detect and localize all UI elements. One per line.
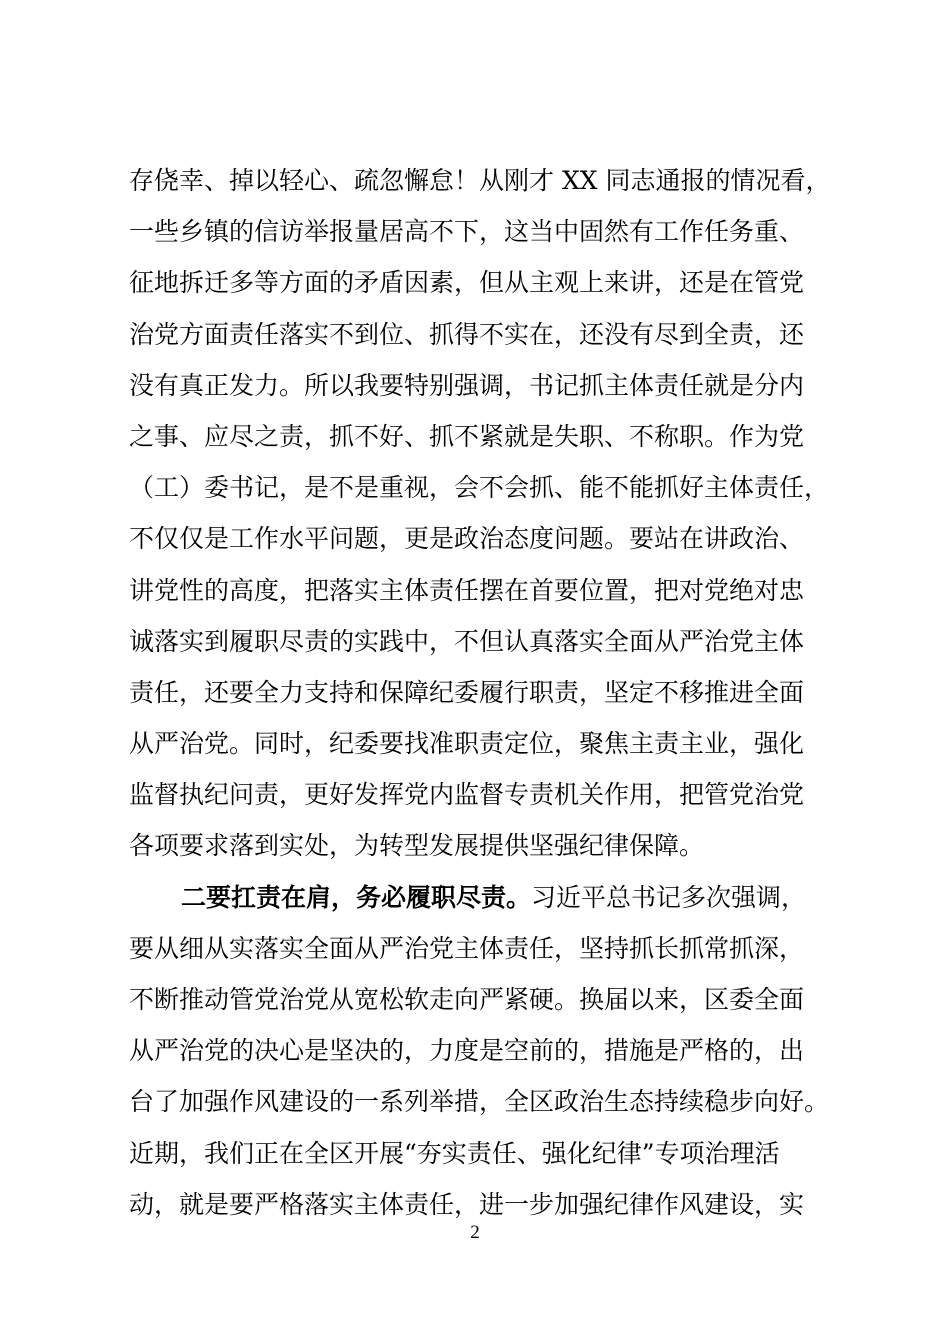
- text-line: 责任，还要全力支持和保障纪委履行职责，坚定不移推进全面: [129, 677, 805, 707]
- text-line: 不断推动管党治党从宽松软走向严紧硬。换届以来，区委全面: [129, 985, 805, 1014]
- text-line: 治党方面责任落实不到位、抓得不实在，还没有尽到全责，还: [129, 319, 805, 349]
- text-line: 一些乡镇的信访举报量居高不下，这当中固然有工作任务重、: [129, 217, 805, 247]
- text-line: 存侥幸、掉以轻心、疏忽懈怠！从刚才 XX 同志通报的情况看，: [129, 166, 831, 195]
- text-line: 从严治党的决心是坚决的，力度是空前的，措施是严格的，出: [129, 1036, 805, 1066]
- text-line: 征地拆迁多等方面的矛盾因素，但从主观上来讲，还是在管党: [129, 268, 805, 298]
- text-line: 之事、应尽之责，抓不好、抓不紧就是失职、不称职。作为党: [129, 421, 805, 451]
- text-line: （工）委书记，是不是重视，会不会抓、能不能抓好主体责任，: [129, 473, 830, 503]
- text-line: 近期，我们正在全区开展“夯实责任、强化纪律”专项治理活: [129, 1138, 780, 1168]
- section-heading: 二要扛责在肩，务必履职尽责。: [181, 882, 532, 912]
- text-line: 不仅仅是工作水平问题，更是政治态度问题。要站在讲政治、: [129, 524, 805, 554]
- document-body: [129, 155, 834, 1230]
- text-run: 习近平总书记多次强调，: [531, 882, 807, 912]
- text-line: 从严治党。同时，纪委要找准职责定位，聚焦主责主业，强化: [129, 729, 805, 759]
- text-line: 没有真正发力。所以我要特别强调，书记抓主体责任就是分内: [129, 370, 805, 400]
- text-line: 台了加强作风建设的一系列举措，全区政治生态持续稳步向好。: [129, 1087, 830, 1117]
- page-number: 2: [470, 1222, 480, 1243]
- text-line: 各项要求落到实处，为转型发展提供坚强纪律保障。: [129, 831, 705, 861]
- text-line: 讲党性的高度，把落实主体责任摆在首要位置，把对党绝对忠: [129, 575, 805, 605]
- paragraph-first-line: [129, 872, 834, 923]
- text-line: 动，就是要严格落实主体责任，进一步加强纪律作风建设，实: [129, 1189, 805, 1219]
- text-line: 要从细从实落实全面从严治党主体责任，坚持抓长抓常抓深，: [129, 933, 805, 963]
- text-line: 监督执纪问责，更好发挥党内监督专责机关作用，把管党治党: [129, 780, 805, 810]
- text-line: 诚落实到履职尽责的实践中，不但认真落实全面从严治党主体: [129, 626, 805, 656]
